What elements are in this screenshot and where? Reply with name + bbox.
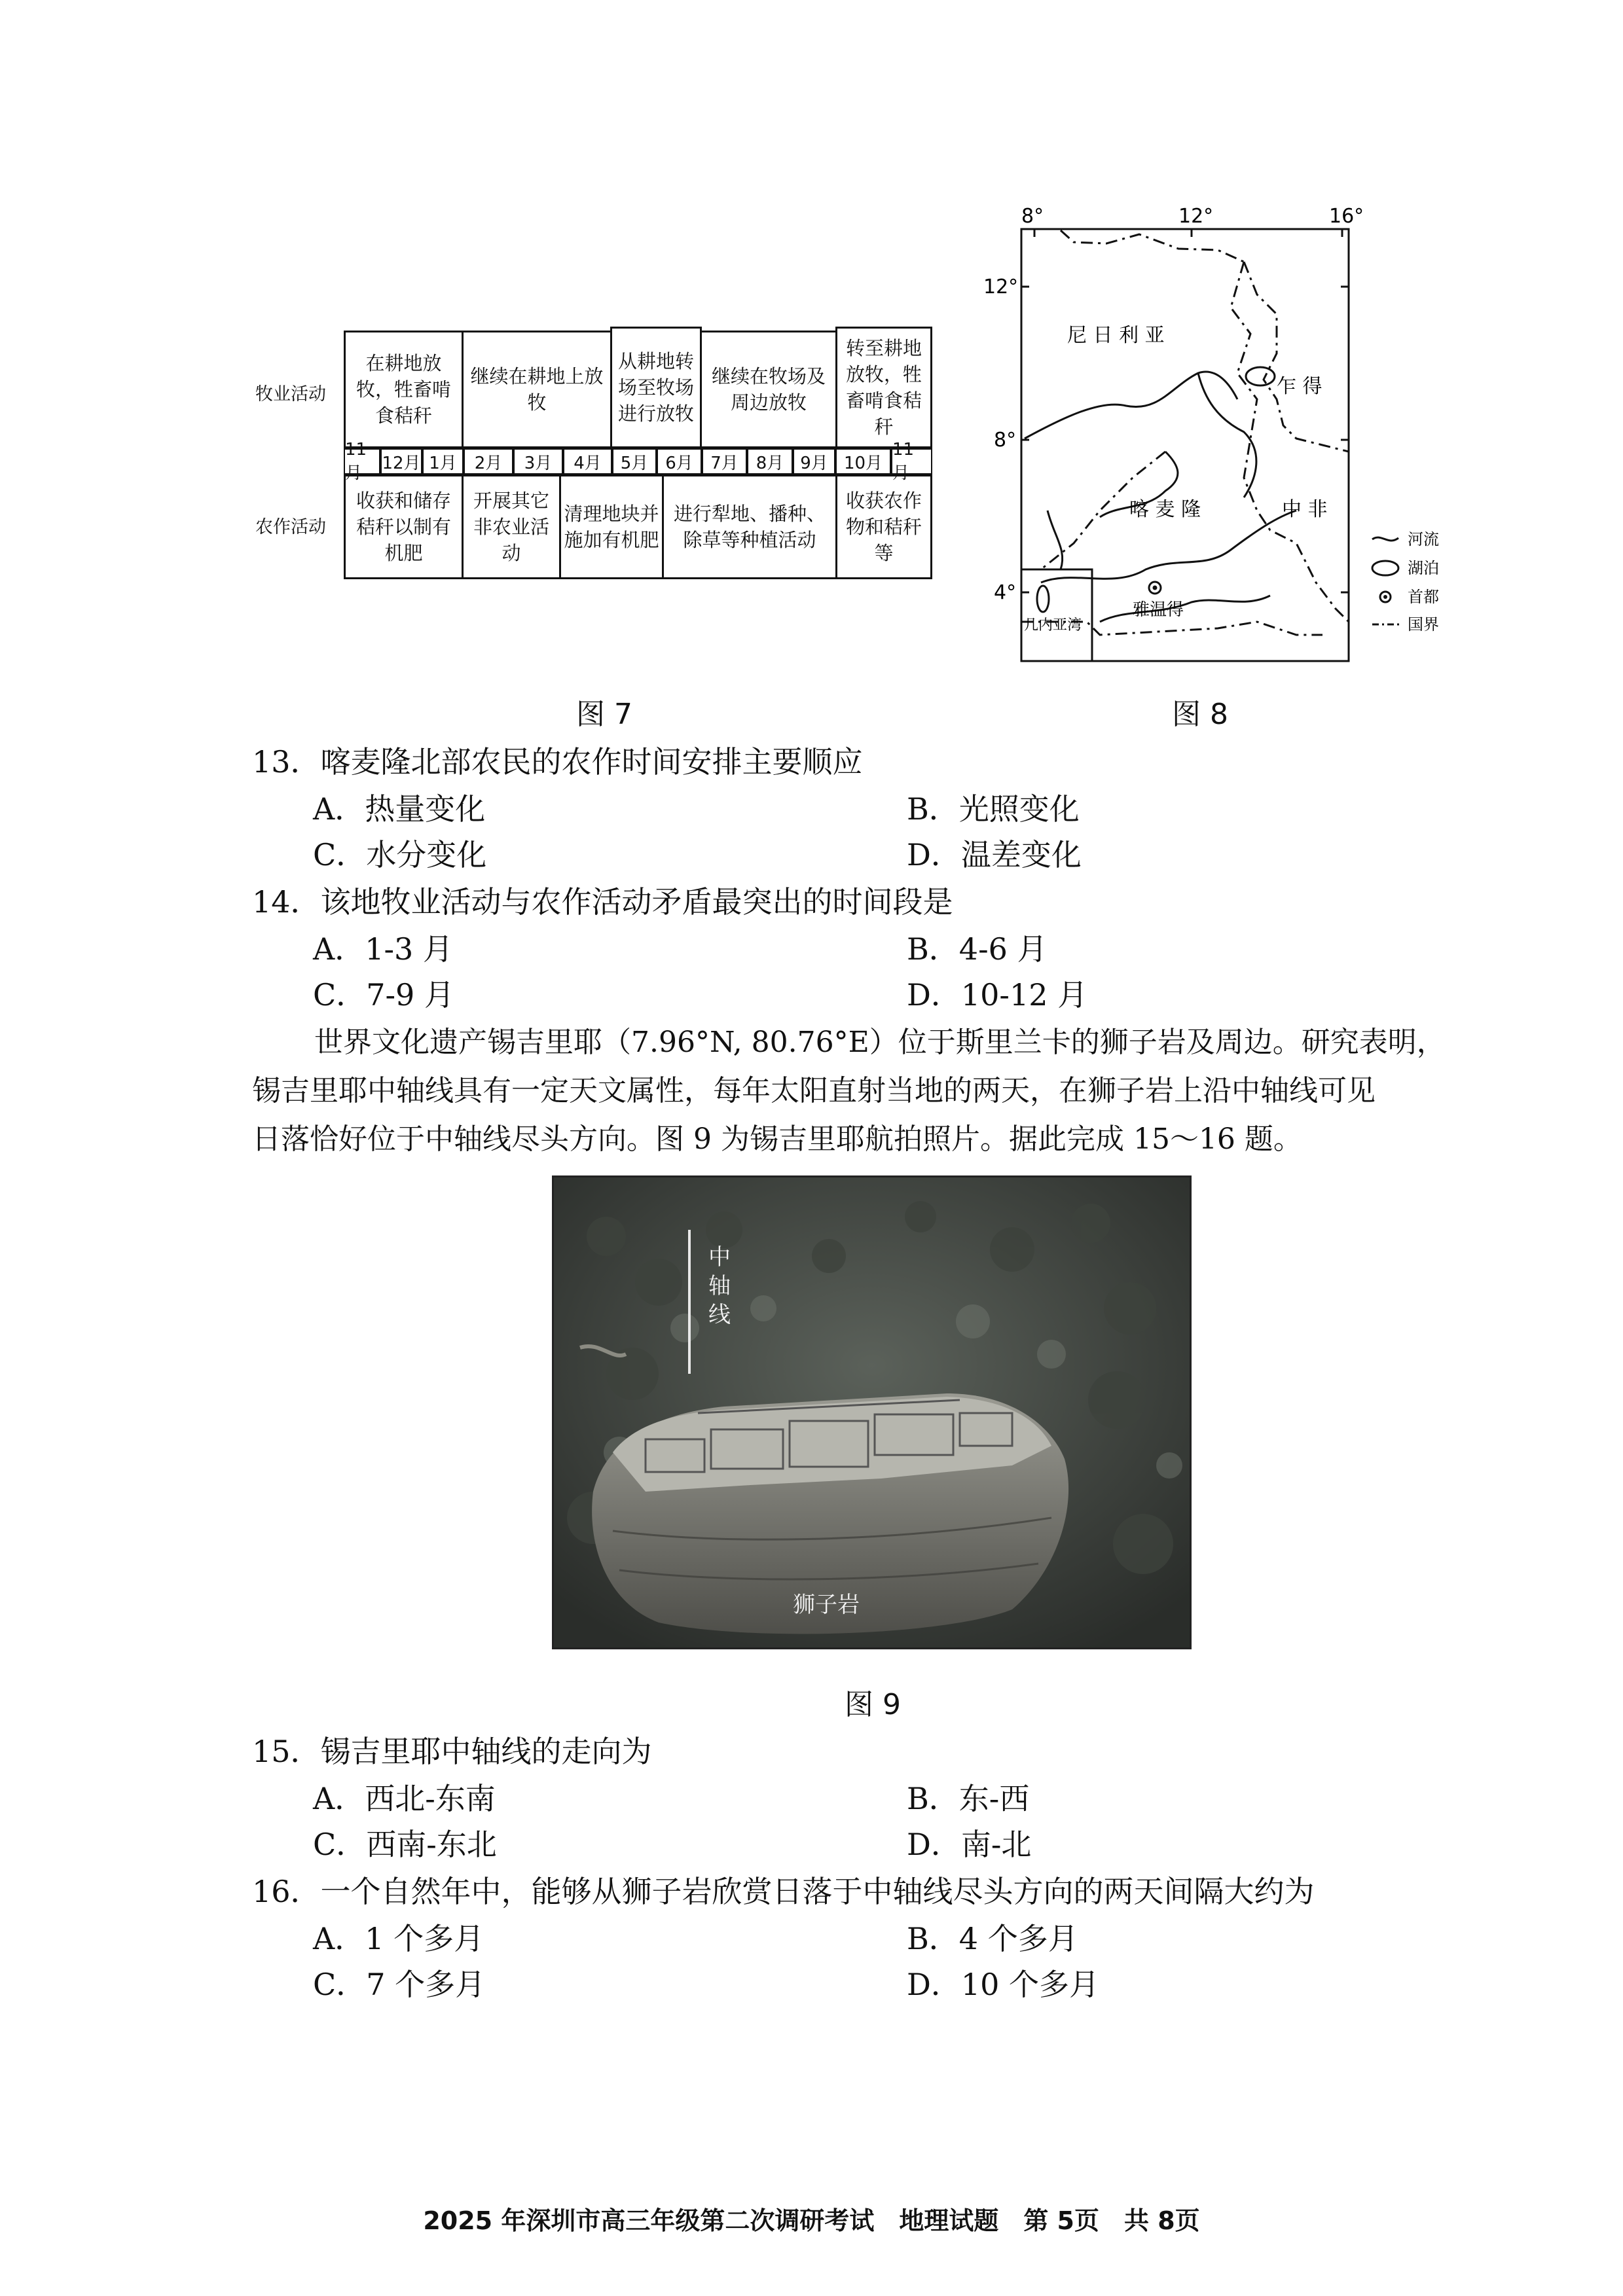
month-cell: 11月 [891,448,932,475]
map-legend [1370,529,1474,653]
livestock-cell: 在耕地放牧，牲畜啃食秸秆 [344,331,464,448]
question-15-stem: 15．锡吉里耶中轴线的走向为 [252,1734,652,1769]
month-cell: 6月 [657,448,702,475]
passage-line: 日落恰好位于中轴线尽头方向。图 9 为锡吉里耶航拍照片。据此完成 15～16 题。 [252,1122,1302,1156]
q16-option-b: B．4 个多月 [907,1921,1078,1956]
lon-label: 12° [1178,205,1214,228]
q16-option-c: C．7 个多月 [313,1967,486,2002]
q16-option-a: A．1 个多月 [313,1921,484,1956]
figure-9-caption: 图 9 [845,1688,901,1721]
q15-option-c: C．西南-东北 [313,1827,497,1862]
legend-label: 国界 [1408,615,1439,634]
month-cell: 9月 [793,448,835,475]
figure-9-photo [552,1175,1192,1649]
figure-8-caption: 图 8 [1172,698,1228,731]
month-cell: 5月 [612,448,657,475]
month-cell: 1月 [422,448,464,475]
label-car: 中 非 [1282,498,1328,521]
question-14-stem: 14．该地牧业活动与农作活动矛盾最突出的时间段是 [252,884,953,920]
q13-option-b: B．光照变化 [907,791,1080,827]
q15-option-b: B．东-西 [907,1781,1030,1816]
bioko-island [1037,586,1049,612]
river-legend-icon [1372,537,1398,541]
legend-label: 湖泊 [1408,559,1439,577]
axis-label: 中轴线 [708,1244,731,1328]
livestock-cell: 从耕地转场至牧场进行放牧 [610,327,702,448]
month-cell: 2月 [464,448,513,475]
q13-option-c: C．水分变化 [313,837,487,872]
lion-rock-label: 狮子岩 [793,1592,860,1618]
livestock-cell: 继续在耕地上放牧 [462,331,612,448]
q14-option-d: D．10-12 月 [907,977,1088,1013]
month-cell: 7月 [702,448,747,475]
farming-cell: 开展其它非农业活动 [462,475,561,579]
livestock-cell: 继续在牧场及周边放牧 [700,331,837,448]
q13-option-d: D．温差变化 [907,837,1082,872]
month-cell: 10月 [835,448,891,475]
q13-option-a: A．热量变化 [313,791,486,827]
label-cameroon: 喀 麦 隆 [1129,498,1201,521]
lake-legend-icon [1372,561,1398,575]
lat-label: 4° [994,581,1017,604]
lake-chad [1246,367,1275,386]
month-cell: 12月 [380,448,422,475]
farming-cell: 收获农作物和秸秆等 [835,475,932,579]
legend-label: 河流 [1408,530,1439,548]
month-cell: 3月 [513,448,563,475]
q16-option-d: D．10 个多月 [907,1967,1100,2002]
farming-cell: 清理地块并施加有机肥 [559,475,664,579]
q14-option-b: B．4-6 月 [907,931,1048,967]
figure-7-caption: 图 7 [576,698,632,731]
figure-7-table [255,331,943,583]
farming-cell: 进行犁地、播种、除草等种植活动 [662,475,837,579]
lon-label: 16° [1329,205,1364,228]
legend-label: 首都 [1408,588,1439,606]
month-cell: 4月 [563,448,612,475]
page-footer: 2025 年深圳市高三年级第二次调研考试 地理试题 第 5页 共 8页 [423,2206,1200,2235]
passage-line: 锡吉里耶中轴线具有一定天文属性，每年太阳直射当地的两天，在狮子岩上沿中轴线可见 [252,1074,1376,1107]
q15-option-a: A．西北-东南 [313,1781,496,1816]
row-label-farming: 农作活动 [255,517,326,537]
label-nigeria: 尼 日 利 亚 [1067,324,1165,347]
livestock-cell: 转至耕地放牧，牲畜啃食秸秆 [835,327,932,448]
q14-option-a: A．1-3 月 [313,931,453,967]
question-16-stem: 16．一个自然年中，能够从狮子岩欣赏日落于中轴线尽头方向的两天间隔大约为 [252,1874,1315,1909]
farming-cell: 收获和储存秸秆以制有机肥 [344,475,464,579]
label-yaounde: 雅温得 [1133,600,1184,620]
aerial-photo-svg [554,1177,1190,1647]
row-label-livestock: 牧业活动 [255,384,326,404]
lon-label: 8° [1021,205,1044,228]
lat-label: 8° [994,429,1017,452]
lat-label: 12° [983,276,1019,298]
map-frame [1021,229,1349,661]
month-cell: 11月 [344,448,380,475]
figure-8-map [969,203,1427,674]
question-13-stem: 13．喀麦隆北部农民的农作时间安排主要顺应 [252,744,863,780]
q14-option-c: C．7-9 月 [313,977,454,1013]
label-gulf: 几内亚湾 [1024,617,1082,634]
q15-option-d: D．南-北 [907,1827,1032,1862]
border-lines [1021,230,1349,635]
month-cell: 8月 [747,448,793,475]
map-svg [969,203,1427,674]
passage-line: 世界文化遗产锡吉里耶（7.96°N, 80.76°E）位于斯里兰卡的狮子岩及周边。研究表明， [314,1026,1446,1059]
gulf-box [1021,569,1092,661]
label-chad: 乍 得 [1277,375,1322,398]
